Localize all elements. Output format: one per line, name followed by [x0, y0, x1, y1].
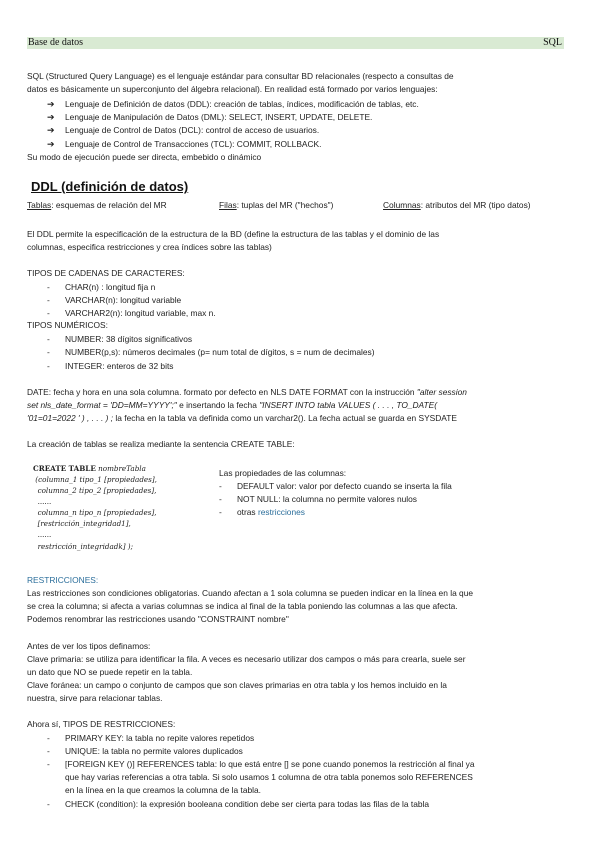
- numerico-text: NUMBER(p,s): números decimales (p= num total de dígitos, s = num de decimales): [65, 347, 375, 357]
- dash: -: [219, 494, 222, 504]
- tablas-label: Tablas: [27, 200, 52, 210]
- filas-label: Filas: [219, 200, 237, 210]
- language-item: [47, 124, 319, 136]
- tipo-item: [47, 732, 254, 744]
- filas-term: [219, 199, 333, 211]
- arrow-icon: ➔: [47, 112, 55, 122]
- prop-text: DEFAULT valor: valor por defecto cuando se inserta la fila: [237, 481, 452, 491]
- tipo-continuation: en la línea en la que creamos la columna de la tabla.: [65, 785, 262, 795]
- prop-text: NOT NULL: la columna no permite valores nulos: [237, 494, 417, 504]
- clave-line: nuestra, sirve para relacionar tablas.: [27, 693, 163, 703]
- numerico-text: NUMBER: 38 dígitos significativos: [65, 334, 193, 344]
- ddl-heading: DDL (definición de datos): [31, 179, 189, 194]
- intro-line: SQL (Structured Query Language) es el lenguaje estándar para consultar BD relacionales (respecto a consultas de: [27, 71, 454, 81]
- language-text: Lenguaje de Control de Datos (DCL): control de acceso de usuarios.: [65, 125, 320, 135]
- header-subject: SQL: [543, 37, 562, 48]
- dash: -: [219, 507, 222, 517]
- numerico-item: [47, 360, 173, 372]
- antes-text: Antes de ver los tipos definamos:: [27, 641, 151, 651]
- date-code: '01=01=2022 ' ) , . . . ) ;: [27, 413, 114, 423]
- tipo-text: PRIMARY KEY: la tabla no repite valores repetidos: [65, 733, 255, 743]
- dash: -: [47, 282, 50, 292]
- dash: -: [47, 799, 50, 809]
- date-code: "alter session: [416, 387, 467, 397]
- cadena-text: VARCHAR2(n): longitud variable, max n.: [65, 308, 216, 318]
- restricciones-link[interactable]: restricciones: [257, 507, 305, 517]
- header-title: Base de datos: [28, 37, 83, 48]
- language-text: Lenguaje de Definición de datos (DDL): creación de tablas, índices, modificación de tablas, etc.: [65, 99, 419, 109]
- restricciones-line: se crea la columna; si afecta a varias columnas se indica al final de la tabla poniendo las columnas a las que afecta.: [27, 601, 458, 611]
- numerico-text: INTEGER: enteros de 32 bits: [65, 361, 174, 371]
- page-header: [27, 37, 564, 49]
- dash: -: [47, 733, 50, 743]
- language-item: [47, 98, 419, 110]
- code-keyword: CREATE TABLE: [33, 464, 96, 473]
- filas-text: : tuplas del MR ("hechos"): [236, 200, 334, 210]
- date-text: DATE: fecha y hora en una sola columna. formato por defecto en NLS DATE FORMAT con la instrucción: [27, 387, 417, 397]
- dash: -: [47, 308, 50, 318]
- code-line: [restricción_integridad1],: [33, 519, 131, 528]
- columnas-term: [383, 199, 531, 211]
- date-line: [27, 399, 572, 411]
- code-line: columna_n tipo_n [propiedades],: [33, 508, 157, 517]
- language-item: [47, 111, 372, 123]
- code-line: ......: [33, 530, 52, 539]
- language-text: Lenguaje de Control de Transacciones (TCL): COMMIT, ROLLBACK.: [65, 139, 322, 149]
- numericos-title: TIPOS NUMÉRICOS:: [27, 320, 108, 330]
- arrow-icon: ➔: [47, 125, 55, 135]
- dash: -: [47, 759, 50, 769]
- code-line: (columna_1 tipo_1 [propiedades],: [33, 475, 157, 484]
- tipo-item: [47, 745, 243, 757]
- dash: -: [47, 295, 50, 305]
- create-table-sentence: La creación de tablas se realiza mediante la sentencia CREATE TABLE:: [27, 439, 295, 449]
- props-title: Las propiedades de las columnas:: [219, 468, 347, 478]
- clave-line: un dato que NO se puede repetir en la tabla.: [27, 667, 193, 677]
- prop-item: [219, 506, 305, 518]
- tipo-text: [FOREIGN KEY ()] REFERENCES tabla: lo que está entre [] se pone cuando ponemos la restricción al final ya: [65, 759, 475, 769]
- arrow-icon: ➔: [47, 99, 55, 109]
- intro-line: datos es básicamente un superconjunto del álgebra relacional). En realidad está formado por varios lenguajes:: [27, 84, 438, 94]
- tipo-text: CHECK (condition): la expresión booleana condition debe ser cierta para todas las filas de la tabla: [65, 799, 430, 809]
- restricciones-line: Las restricciones son condiciones obligatorias. Cuando afectan a 1 sola columna se pueden indicar en la línea en la que: [27, 588, 474, 598]
- dash: -: [47, 347, 50, 357]
- date-code: "INSERT INTO tabla VALUES ( . . . , TO_DATE(: [259, 400, 438, 410]
- cadena-text: VARCHAR(n): longitud variable: [65, 295, 182, 305]
- prop-text: otras: [237, 507, 258, 517]
- prop-item: [219, 493, 417, 505]
- language-item: [47, 138, 321, 150]
- tipo-item: [47, 758, 474, 770]
- code-line: ......: [33, 497, 52, 506]
- prop-item: [219, 480, 452, 492]
- language-text: Lenguaje de Manipulación de Datos (DML): SELECT, INSERT, UPDATE, DELETE.: [65, 112, 373, 122]
- dash: -: [47, 334, 50, 344]
- code-line: restricción_integridadk] );: [33, 542, 134, 551]
- cadena-item: [47, 281, 155, 293]
- clave-line: Clave foránea: un campo o conjunto de campos que son claves primarias en otra tabla y los hemos incluido en la: [27, 680, 447, 690]
- ddl-desc-line: columnas, especifica restricciones y crea índices sobre las tablas): [27, 242, 272, 252]
- restricciones-heading: RESTRICCIONES:: [27, 575, 99, 585]
- cadenas-title: TIPOS DE CADENAS DE CARACTERES:: [27, 268, 185, 278]
- date-line: [27, 386, 572, 398]
- date-text: la fecha en la tabla va definida como un varchar2(). La fecha actual se guarda en SYSDATE: [113, 413, 457, 423]
- tipo-item: [47, 798, 429, 810]
- columnas-label: Columnas: [383, 200, 421, 210]
- cadena-item: [47, 294, 181, 306]
- code-line: [33, 463, 146, 474]
- date-line: [27, 412, 572, 424]
- arrow-icon: ➔: [47, 139, 55, 149]
- cadena-item: [47, 307, 216, 319]
- dash: -: [47, 361, 50, 371]
- dash: -: [219, 481, 222, 491]
- ddl-desc-line: El DDL permite la especificación de la estructura de la BD (define la estructura de las tablas y el dominio de las: [27, 229, 440, 239]
- tipos-title: Ahora sí, TIPOS DE RESTRICCIONES:: [27, 719, 176, 729]
- date-code: set nls_date_format = 'DD=MM=YYYY';": [27, 400, 177, 410]
- columnas-text: : atributos del MR (tipo datos): [420, 200, 531, 210]
- code-text: nombreTabla: [95, 464, 146, 473]
- clave-line: Clave primaria: se utiliza para identificar la fila. A veces es necesario utilizar dos campos o más para crearla, suele ser: [27, 654, 466, 664]
- date-text: e insertando la fecha: [176, 400, 260, 410]
- cadena-text: CHAR(n) : longitud fija n: [65, 282, 156, 292]
- numerico-item: [47, 333, 192, 345]
- numerico-item: [47, 346, 375, 358]
- restricciones-line: Podemos renombrar las restricciones usando "CONSTRAINT nombre": [27, 614, 289, 624]
- tablas-text: : esquemas de relación del MR: [51, 200, 167, 210]
- exec-mode-text: Su modo de ejecución puede ser directa, embebido o dinámico: [27, 152, 262, 162]
- tipo-text: UNIQUE: la tabla no permite valores duplicados: [65, 746, 243, 756]
- tipo-continuation: que hay varias referencias a otra tabla. Si solo usamos 1 columna de otra tabla ponemos solo REFERENCES: [65, 772, 473, 782]
- code-line: columna_2 tipo_2 [propiedades],: [33, 486, 157, 495]
- dash: -: [47, 746, 50, 756]
